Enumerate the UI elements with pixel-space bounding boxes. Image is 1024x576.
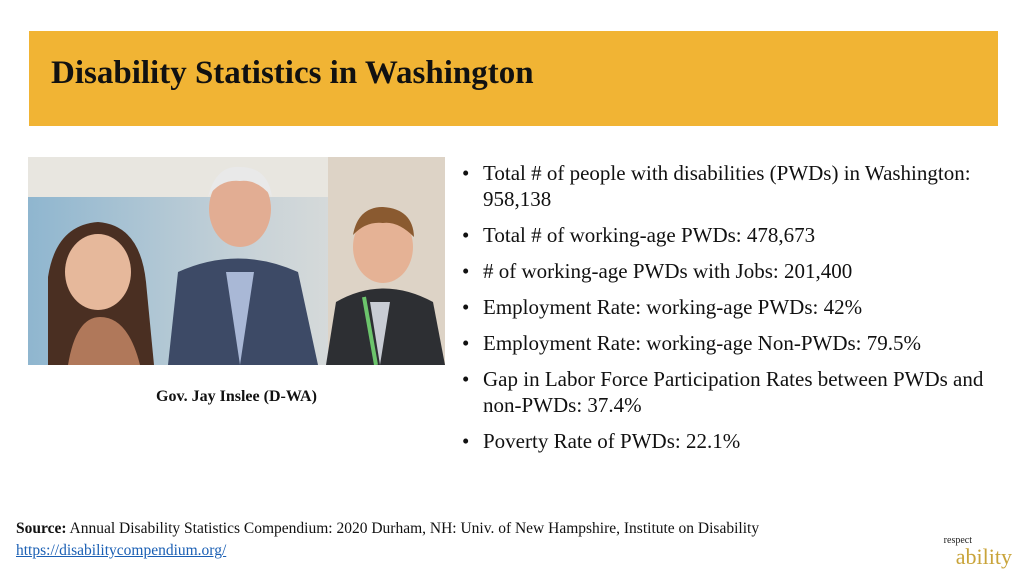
- bullet-text: Employment Rate: working-age Non-PWDs: 79.5%: [483, 331, 922, 355]
- bullet-icon: •: [462, 259, 470, 283]
- list-item: [462, 428, 1002, 454]
- bullet-icon: •: [462, 429, 470, 453]
- list-item: [462, 294, 1002, 320]
- respectability-logo: [944, 536, 1012, 568]
- source-text: Annual Disability Statistics Compendium: 2020 Durham, NH: Univ. of New Hampshire, Institute on Disability: [66, 520, 760, 537]
- list-item: [462, 222, 1002, 248]
- group-photo: [28, 157, 445, 365]
- bullet-text: Total # of working-age PWDs: 478,673: [483, 223, 816, 247]
- slide-title: Disability Statistics in Washington: [51, 55, 534, 91]
- list-item: [462, 258, 1002, 284]
- list-item: [462, 366, 1002, 418]
- statistics-list: [462, 160, 1002, 464]
- bullet-icon: •: [462, 367, 470, 391]
- source-label: Source:: [16, 520, 67, 537]
- list-item: [462, 160, 1002, 212]
- logo-line-ability: ability: [955, 544, 1012, 569]
- source-link[interactable]: https://disabilitycompendium.org/: [16, 542, 227, 559]
- photo-caption: Gov. Jay Inslee (D-WA): [156, 388, 317, 405]
- bullet-text: # of working-age PWDs with Jobs: 201,400: [483, 259, 853, 283]
- bullet-icon: •: [462, 331, 470, 355]
- logo-line-respect: respect: [943, 535, 972, 546]
- bullet-text: Gap in Labor Force Participation Rates between PWDs and non-PWDs: 37.4%: [483, 367, 984, 417]
- list-item: [462, 330, 1002, 356]
- bullet-icon: •: [462, 295, 470, 319]
- bullet-text: Total # of people with disabilities (PWDs) in Washington: 958,138: [483, 161, 971, 211]
- bullet-icon: •: [462, 161, 470, 185]
- source-citation: [16, 520, 759, 538]
- bullet-text: Employment Rate: working-age PWDs: 42%: [483, 295, 863, 319]
- bullet-icon: •: [462, 223, 470, 247]
- title-bar: [29, 31, 998, 126]
- bullet-text: Poverty Rate of PWDs: 22.1%: [483, 429, 741, 453]
